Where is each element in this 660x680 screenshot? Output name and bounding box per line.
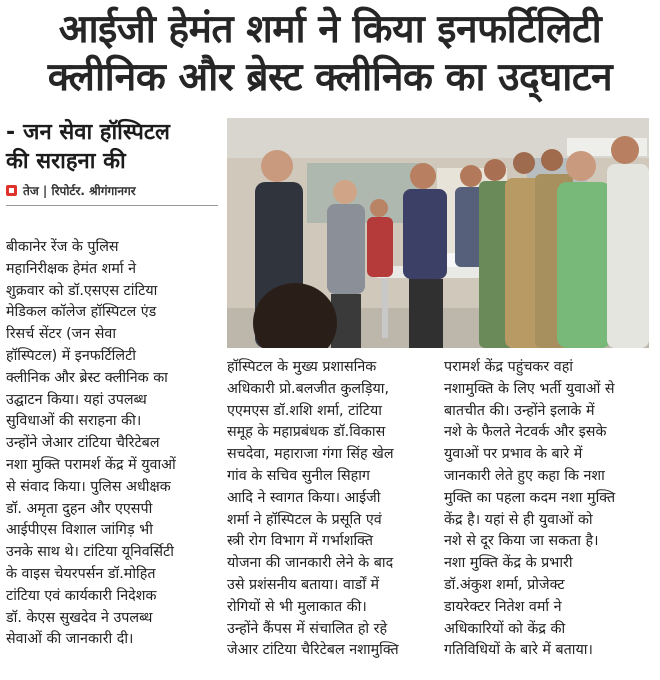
article-line: जानकारी लेते हुए कहा कि नशा [444, 467, 605, 484]
article-line: डायरेक्टर नितेश वर्मा ने [444, 598, 562, 615]
article-column-1 [6, 237, 218, 651]
byline-divider [6, 205, 218, 206]
article-line: मुक्ति का पहला कदम नशा मुक्ति [444, 489, 616, 506]
article-line: योजना की जानकारी लेने के बाद [227, 555, 394, 572]
article-line: डॉ.अंकुश शर्मा, प्रोजेक्ट [444, 576, 565, 593]
article-line: सचदेवा, महाराजा गंगा सिंह खेल [227, 446, 394, 463]
article-line: टांटिया एवं कार्यकारी निदेशक [6, 587, 157, 604]
article-line: उद्घाटन किया। यहां उपलब्ध [6, 391, 147, 408]
byline-text: तेज | रिपोर्टर. श्रीगंगानगर [23, 184, 136, 198]
article-line: नशा मुक्ति केंद्र के प्रभारी [444, 555, 573, 572]
headline [0, 6, 660, 102]
article-line: शर्मा ने हॉस्पिटल के प्रसूति एवं [227, 511, 382, 528]
article-line: के वाइस चेयरपर्सन डॉ.मोहित [6, 565, 156, 582]
article-line: उसे प्रशंसनीय बताया। वार्डों में [227, 576, 380, 593]
article-line: महानिरीक्षक हेमंत शर्मा ने [6, 260, 137, 277]
article-line: डॉ. केएस सुखदेव ने उपलब्ध [6, 609, 153, 626]
article-line: युवाओं पर प्रभाव के बारे में [444, 446, 583, 463]
article-line: से संवाद किया। पुलिस अधीक्षक [6, 478, 171, 495]
article-line: नशे से दूर किया जा सकता है। [444, 533, 599, 550]
article-line: गतिविधियों के बारे में बताया। [444, 642, 593, 659]
article-line: उन्होंने कैंपस में संचालित हो रहे [227, 620, 388, 637]
article-line: हॉस्पिटल के मुख्य प्रशासनिक [227, 359, 377, 375]
article-line: केंद्र है। यहां से ही युवाओं को [444, 511, 593, 528]
article-line: गांव के सचिव सुनील सिहाग [227, 467, 370, 484]
article-line: अधिकारी प्रो.बलजीत कुलड़िया, [227, 380, 390, 397]
article-line: डॉ. अमृता दुहन और एएसपी [6, 500, 153, 517]
article-line: मेडिकल कॉलेज हॉस्पिटल एंड [6, 304, 157, 321]
article-line: बातचीत की। उन्होंने इलाके में [444, 402, 595, 419]
article-line: सेवाओं की जानकारी दी। [6, 631, 134, 648]
subhead-line-1: जन सेवा हॉस्पिटल [23, 120, 170, 145]
article-line: नशे के फैलते नेटवर्क और इसके [444, 424, 607, 441]
article-line: शुक्रवार को डॉ.एसएस टांटिया [6, 282, 158, 299]
subhead-dash: - [6, 120, 16, 145]
article-line: जेआर टांटिया चैरिटेबल नशामुक्ति [227, 642, 399, 659]
article-line: परामर्श केंद्र पहुंचकर वहां [444, 359, 574, 375]
article-column-3 [444, 357, 656, 662]
article-line: उन्होंने जेआर टांटिया चैरिटेबल [6, 435, 160, 452]
headline-line-2: क्लीनिक और ब्रेस्ट क्लीनिक का उद्‌घाटन [47, 55, 613, 100]
headline-line-1: आईजी हेमंत शर्मा ने किया इनफर्टिलिटी [58, 7, 602, 52]
article-line: स्त्री रोग विभाग में गर्भाशक्ति [227, 533, 373, 550]
article-line: उनके साथ थे। टांटिया यूनिवर्सिटी [6, 544, 174, 561]
subhead [6, 118, 218, 176]
subhead-line-2: की सराहना की [6, 149, 126, 174]
byline [6, 182, 218, 199]
article-column-2 [227, 357, 439, 662]
subhead-block [6, 118, 218, 206]
article-line: एएमएस डॉ.शशि शर्मा, टांटिया [227, 402, 382, 419]
article-line: हॉस्पिटल) में इनफर्टिलिटी [6, 347, 136, 364]
article-line: नशामुक्ति के लिए भर्ती युवाओं से [444, 380, 615, 397]
news-photo-illustration [227, 118, 649, 348]
article-line: रिसर्च सेंटर (जन सेवा [6, 326, 117, 343]
newspaper-logo-icon [6, 185, 17, 196]
article-line: समूह के महाप्रबंधक डॉ.विकास [227, 424, 386, 441]
article-line: रोगियों से भी मुलाकात की। [227, 598, 367, 615]
article-line: सुविधाओं की सराहना की। [6, 413, 142, 430]
article-line: बीकानेर रेंज के पुलिस [6, 239, 119, 255]
article-line: आईपीएस विशाल जांगिड़ भी [6, 522, 153, 539]
article-line: अधिकारियों को केंद्र की [444, 620, 566, 637]
article-line: नशा मुक्ति परामर्श केंद्र में युवाओं [6, 456, 176, 473]
news-photo [227, 118, 649, 348]
article-line: क्लीनिक और ब्रेस्ट क्लीनिक का [6, 369, 168, 386]
article-line: आदि ने स्वागत किया। आईजी [227, 489, 381, 506]
